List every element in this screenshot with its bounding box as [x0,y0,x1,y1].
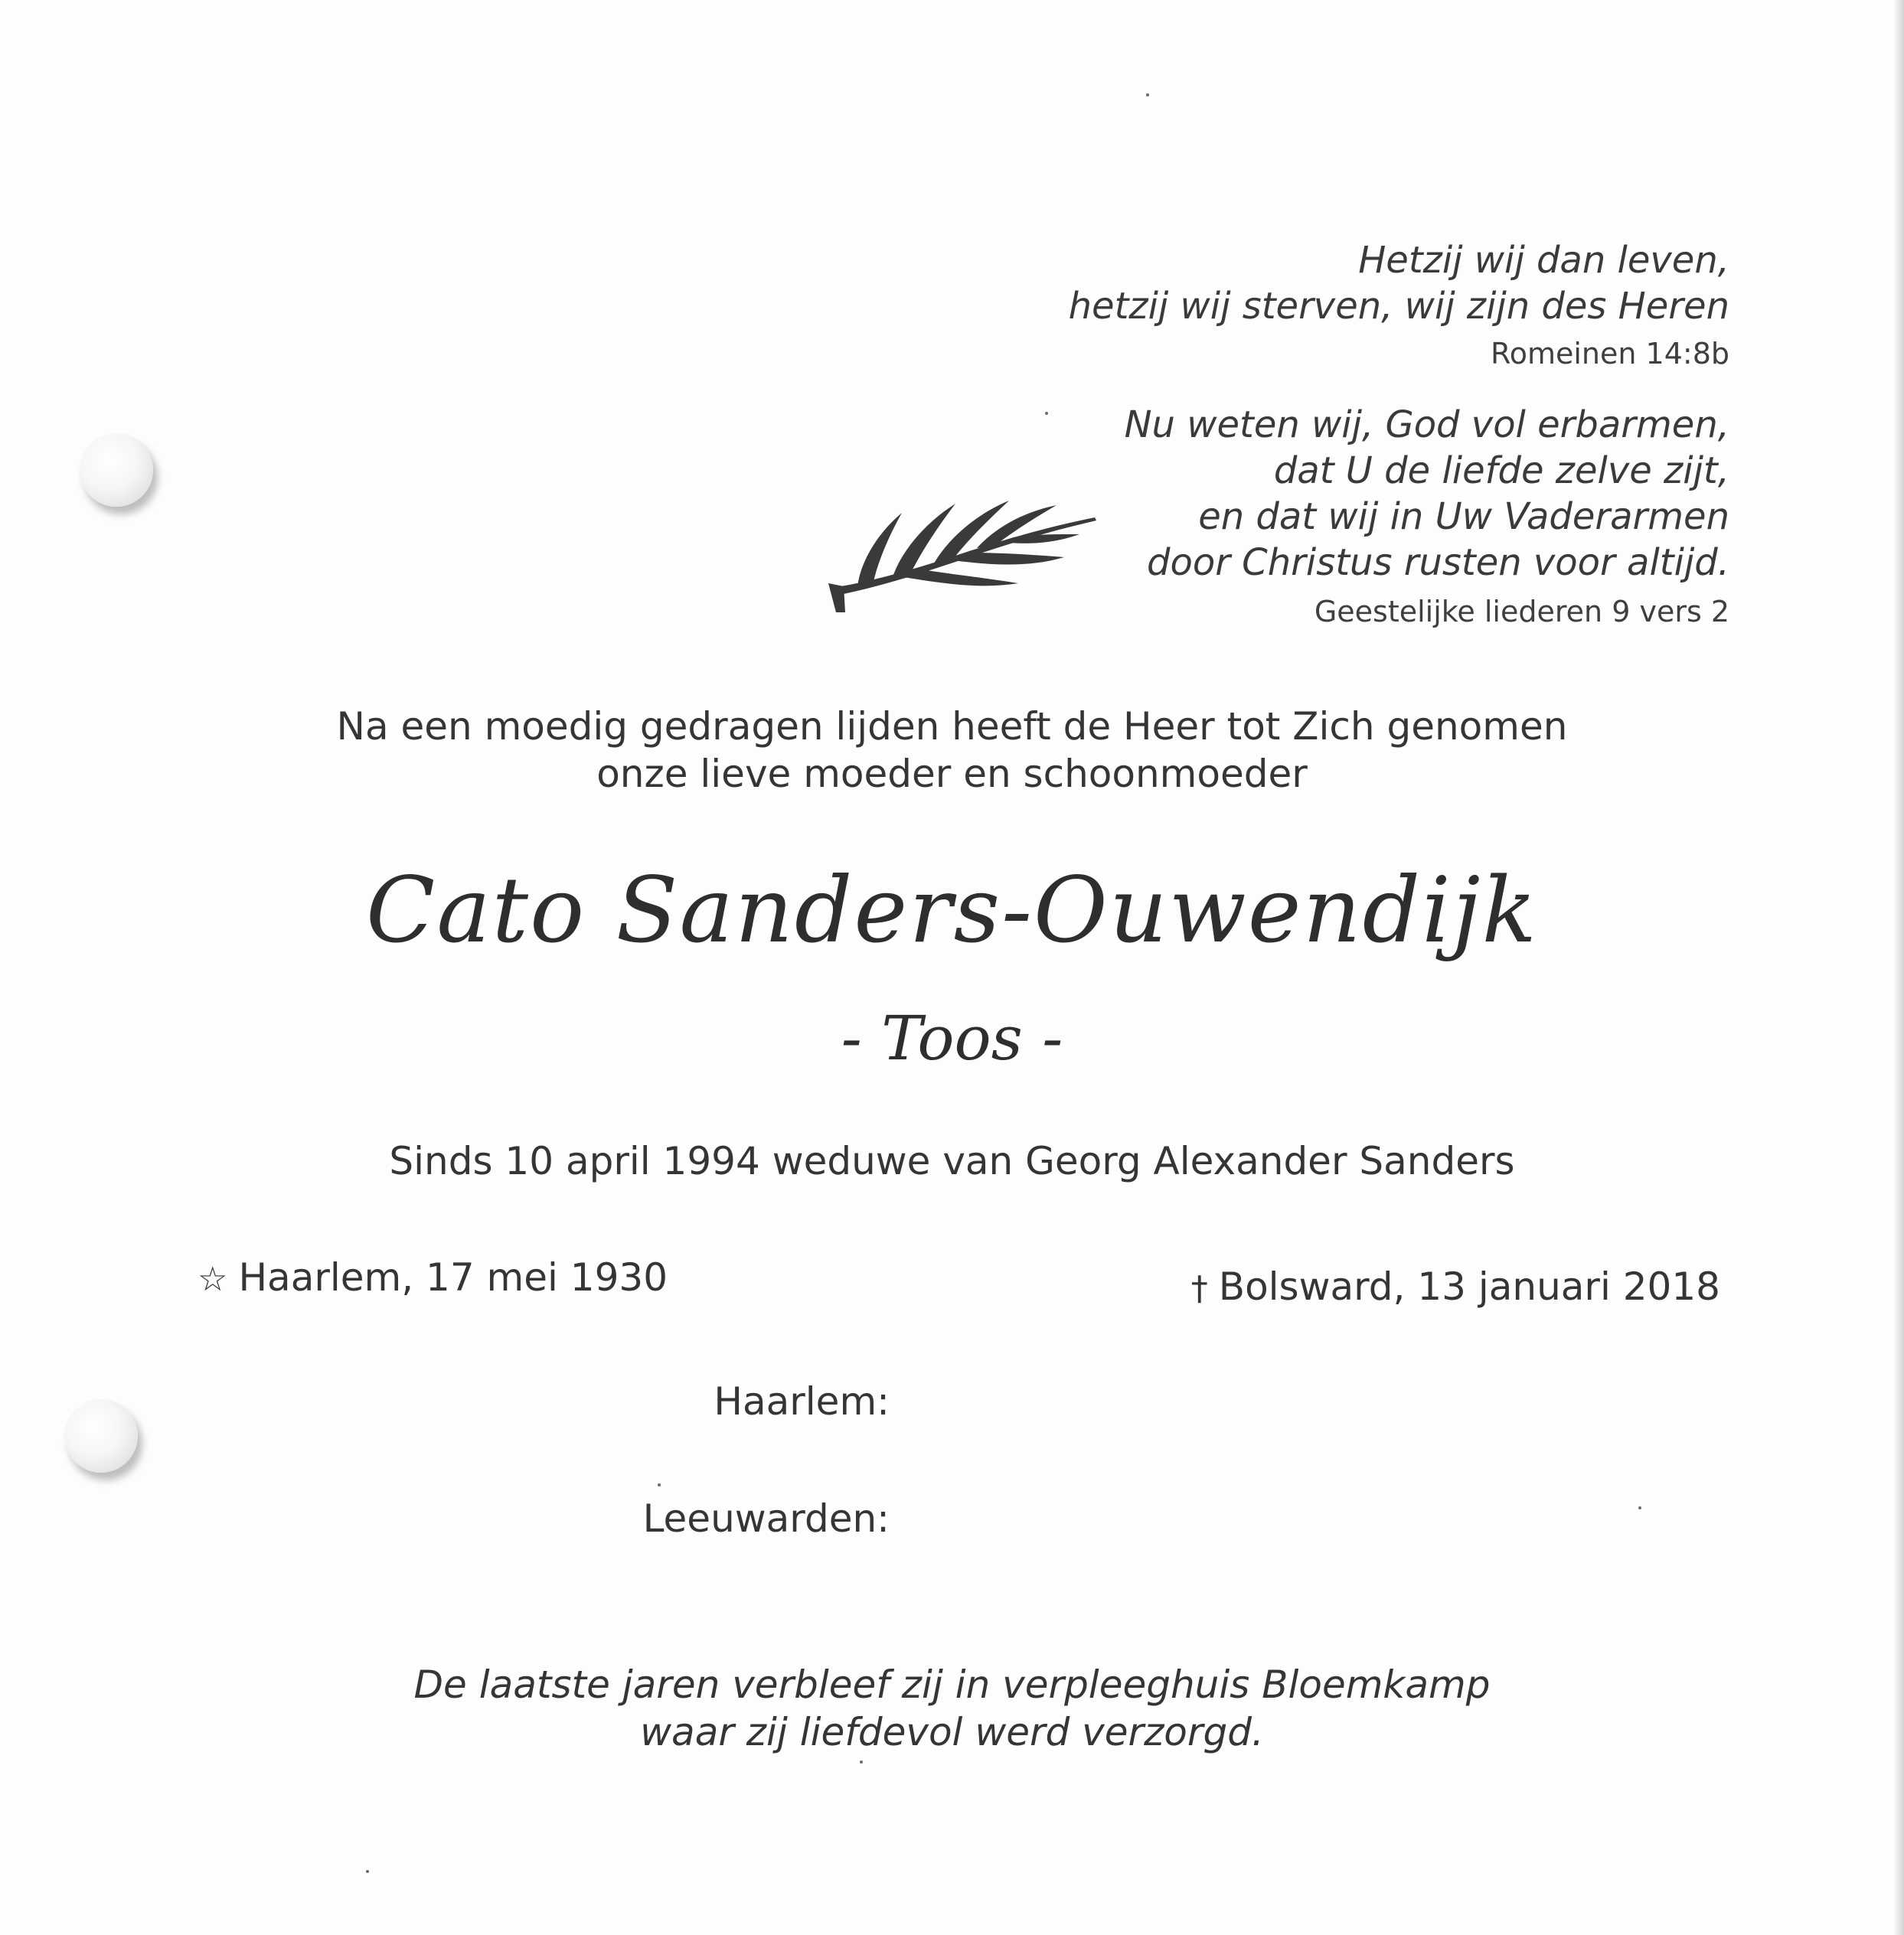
verse-line: en dat wij in Uw Vaderarmen [1198,495,1729,538]
family-place-leeuwarden: Leeuwarden: [642,1496,890,1541]
verse-line: Hetzij wij dan leven, [1358,239,1729,282]
verse-line: Nu weten wij, God vol erbarmen, [1124,403,1729,446]
scan-speck [658,1483,661,1486]
family-place-haarlem: Haarlem: [714,1379,890,1424]
scan-speck [1146,93,1149,96]
hymn-verse [1125,402,1729,586]
intro-line: Na een moedig gedragen lijden heeft de Heer tot Zich genomen [336,704,1568,749]
closing-note [0,1661,1904,1756]
closing-line: De laatste jaren verbleef zij in verpleeghuis Bloemkamp [413,1663,1491,1707]
deceased-name: Cato Sanders-Ouwendijk [366,857,1538,963]
birth-info [198,1255,668,1300]
intro-line: onze lieve moeder en schoonmoeder [596,752,1308,796]
cross-icon: † [1190,1269,1208,1308]
deceased-nickname: - Toos - [841,1003,1063,1074]
page-edge-shadow [1893,0,1904,1935]
death-info [1191,1264,1720,1309]
verse-reference: Romeinen 14:8b [1491,337,1729,370]
scan-speck [860,1760,863,1764]
verse-line: door Christus rusten voor altijd. [1146,541,1729,584]
death-place-date: Bolsward, 13 januari 2018 [1218,1264,1720,1309]
scan-speck [366,1870,369,1873]
announcement-intro [0,703,1904,798]
birth-place-date: Haarlem, 17 mei 1930 [238,1255,668,1300]
scan-speck [1045,412,1048,415]
verse-line: dat U de liefde zelve zijt, [1273,449,1729,492]
widow-line: Sinds 10 april 1994 weduwe van Georg Alexander Sanders [389,1139,1515,1183]
punch-hole-bottom [64,1399,138,1473]
scan-speck [1638,1506,1641,1509]
hymn-reference: Geestelijke liederen 9 vers 2 [1314,595,1729,628]
star-icon: ☆ [198,1260,228,1299]
verse-line: hetzij wij sterven, wij zijn des Heren [1068,285,1729,328]
bible-verse [1069,237,1729,329]
palm-branch-icon [827,498,1099,612]
punch-hole-top [80,433,153,507]
closing-line: waar zij liefdevol werd verzorgd. [640,1710,1264,1754]
